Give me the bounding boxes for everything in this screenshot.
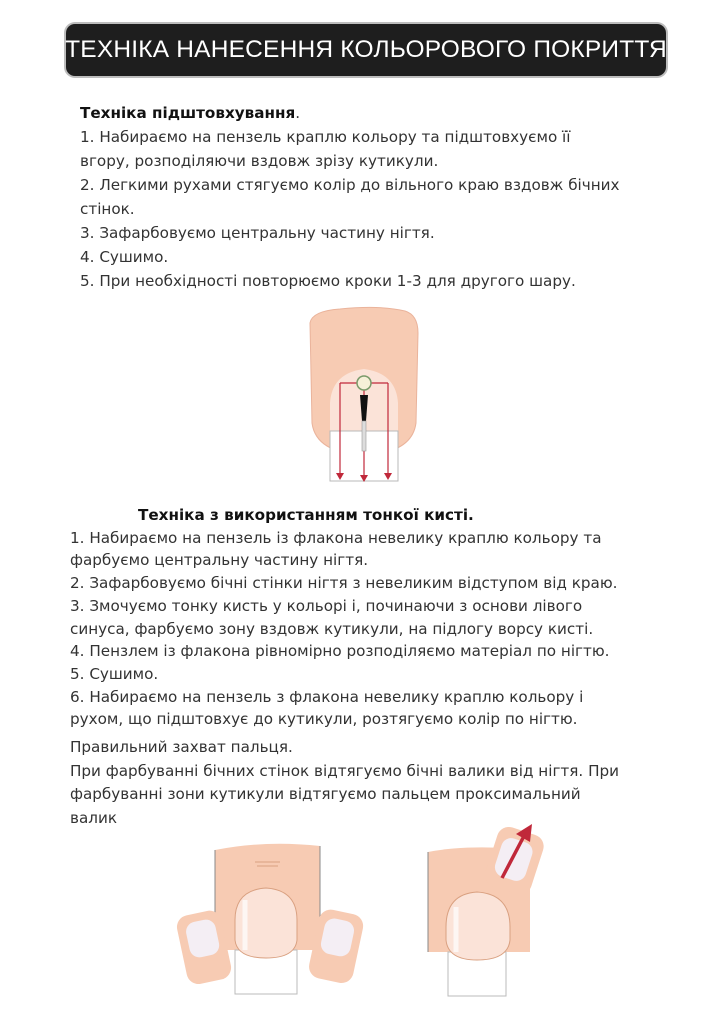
section-thin-brush-technique xyxy=(70,504,690,731)
text-line: фарбуємо центральну частину нігтя. xyxy=(70,551,369,570)
text-line: 5. При необхідності повторюємо кроки 1-3 для другого шару. xyxy=(80,272,576,290)
title-banner xyxy=(66,24,666,76)
text-line: 1. Набираємо на пензель із флакона невелику краплю кольору та xyxy=(70,528,602,547)
section-push-technique xyxy=(80,101,670,293)
section-finger-grip xyxy=(70,736,690,830)
nail-brush-diagram xyxy=(300,303,430,488)
text-line: 1. Набираємо на пензель краплю кольору та підштовхуємо її xyxy=(80,128,571,146)
text-line: рухом, що підштовхує до кутикули, розтягуємо колір по нігтю. xyxy=(70,710,578,729)
text-line: 3. Змочуємо тонку кисть у кольорі і, починаючи з основи лівого xyxy=(70,596,583,615)
text-line: 2. Зафарбовуємо бічні стінки нігтя з невеликим відступом від краю. xyxy=(70,574,618,593)
text-line: вгору, розподіляючи вздовж зрізу кутикули. xyxy=(80,152,439,170)
text-line: 2. Легкими рухами стягуємо колір до вільного краю вздовж бічних xyxy=(80,176,620,194)
cuticle-grip-diagram xyxy=(420,822,560,1002)
text-line: Правильний захват пальця. xyxy=(70,738,293,756)
section-heading: Техніка з використанням тонкої кисті. xyxy=(138,506,474,524)
text-line: 3. Зафарбовуємо центральну частину нігтя. xyxy=(80,224,435,242)
text-line: фарбуванні зони кутикули відтягуємо пальцем проксимальний xyxy=(70,785,581,803)
text-line: 4. Сушимо. xyxy=(80,248,169,266)
page-title: ТЕХНІКА НАНЕСЕННЯ КОЛЬОРОВОГО ПОКРИТТЯ xyxy=(65,36,667,63)
side-grip-diagram xyxy=(175,840,375,1000)
heading-period: . xyxy=(295,104,301,122)
text-line: 6. Набираємо на пензель з флакона невелику краплю кольору і xyxy=(70,687,584,706)
text-line: 5. Сушимо. xyxy=(70,664,159,683)
text-line: При фарбуванні бічних стінок відтягуємо бічні валики від нігтя. При xyxy=(70,761,619,780)
text-line: стінок. xyxy=(80,200,135,218)
section-heading: Техніка підштовхування xyxy=(80,104,296,122)
text-line: синуса, фарбуємо зону вздовж кутикули, на підлогу ворсу кисті. xyxy=(70,619,594,638)
text-line: 4. Пензлем із флакона рівномірно розподіляємо матеріал по нігтю. xyxy=(70,642,610,661)
text-line: валик xyxy=(70,808,118,827)
